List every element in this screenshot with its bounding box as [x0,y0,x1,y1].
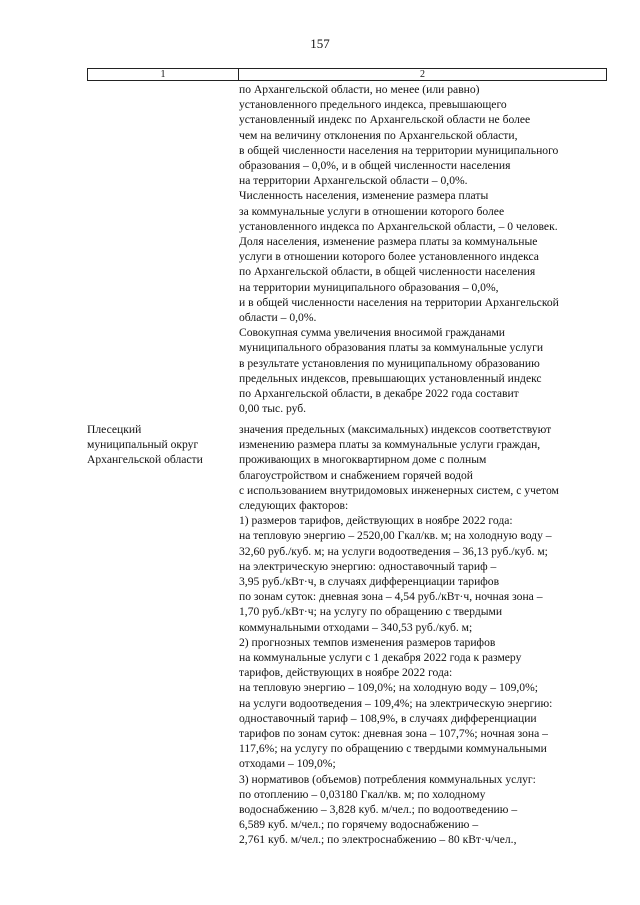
text-line: 0,00 тыс. руб. [239,402,307,416]
text-line: одноставочный тариф – 108,9%, в случаях дифференциации [239,711,537,725]
text-line: муниципального образования платы за коммунальные услуги [239,341,544,355]
text-line: Численность населения, изменение размера платы [239,189,489,203]
municipality-label [87,422,237,468]
text-line: коммунальными отходами – 340,53 руб./куб. м; [239,620,473,634]
continued-text-block [239,82,609,416]
text-line: 3) нормативов (объемов) потребления коммунальных услуг: [239,772,536,786]
text-line: тарифов по зонам суток: дневная зона – 107,7%; ночная зона – [239,727,548,741]
text-line: на тепловую энергию – 109,0%; на холодную воду – 109,0%; [239,681,538,695]
text-line: 1) размеров тарифов, действующих в ноябре 2022 года: [239,514,513,528]
text-line: благоустройством и снабжением горячей водой [239,468,473,482]
table-header-row [87,68,607,81]
text-line: 117,6%; на услугу по обращению с твердыми коммунальными [239,742,547,756]
text-line: области – 0,0%. [239,311,317,325]
text-line: чем на величину отклонения по Архангельской области, [239,128,518,142]
text-line: проживающих в многоквартирном доме с полным [239,453,487,467]
text-line: в результате установления по муниципальному образованию [239,356,540,370]
text-line: на коммунальные услуги с 1 декабря 2022 года к размеру [239,651,522,665]
text-line: на территории Архангельской области – 0,0%. [239,174,468,188]
text-line: по Архангельской области, но менее (или равно) [239,83,480,96]
text-line: и в общей численности населения на территории Архангельской [239,295,559,309]
text-line: 2,761 куб. м/чел.; по электроснабжению – 80 кВт·ч/чел., [239,833,517,847]
text-line: 2) прогнозных темпов изменения размеров тарифов [239,635,496,649]
text-line: 3,95 руб./кВт·ч, в случаях дифференциации тарифов [239,575,500,589]
municipality-label-line: Архангельской области [87,453,203,467]
text-line: 1,70 руб./кВт·ч; на услугу по обращению с твердыми [239,605,503,619]
text-line: услуги в отношении которого более установленного индекса [239,250,539,264]
text-line: за коммунальные услуги в отношении которого более [239,204,505,218]
text-line: по Архангельской области, в общей численности населения [239,265,536,279]
page-number: 157 [310,36,330,51]
municipality-label-line: муниципальный округ [87,438,199,452]
municipality-label-line: Плесецкий [87,423,142,436]
text-line: по Архангельской области, в декабре 2022 года составит [239,387,519,401]
text-line: 32,60 руб./куб. м; на услуги водоотведения – 36,13 руб./куб. м; [239,544,548,558]
text-line: на услуги водоотведения – 109,4%; на электрическую энергию: [239,696,553,710]
text-line: по отоплению – 0,03180 Гкал/кв. м; по холодному [239,787,486,801]
text-line: предельных индексов, превышающих установленный индекс [239,371,542,385]
text-line: на тепловую энергию – 2520,00 Гкал/кв. м; на холодную воду – [239,529,552,543]
text-line: образования – 0,0%, и в общей численности населения [239,159,511,173]
municipality-description [239,422,609,848]
text-line: установленный индекс по Архангельской области не более [239,113,531,127]
text-line: изменению размера платы за коммунальные услуги граждан, [239,438,541,452]
text-line: водоснабжению – 3,828 куб. м/чел.; по водоотведению – [239,803,518,817]
text-line: в общей численности населения на территории муниципального [239,143,559,157]
text-line: Совокупная сумма увеличения вносимой гражданами [239,326,505,340]
text-line: 6,589 куб. м/чел.; по горячему водоснабжению – [239,818,479,832]
column-1-header: 1 [88,69,239,80]
text-line: по зонам суток: дневная зона – 4,54 руб./кВт·ч, ночная зона – [239,590,543,604]
text-line: отходами – 109,0%; [239,757,336,771]
text-line: установленного индекса по Архангельской области, – 0 человек. [239,219,558,233]
text-line: тарифов, действующих в ноябре 2022 года: [239,666,453,680]
text-line: на территории муниципального образования – 0,0%, [239,280,499,294]
text-line: установленного предельного индекса, превышающего [239,98,507,112]
text-line: значения предельных (максимальных) индексов соответствуют [239,423,552,436]
text-line: с использованием внутридомовых инженерных систем, с учетом [239,483,559,497]
text-line: Доля населения, изменение размера платы за коммунальные [239,235,538,249]
text-line: следующих факторов: [239,499,349,513]
text-line: на электрическую энергию: одноставочный тариф – [239,559,497,573]
column-2-header: 2 [420,69,425,80]
